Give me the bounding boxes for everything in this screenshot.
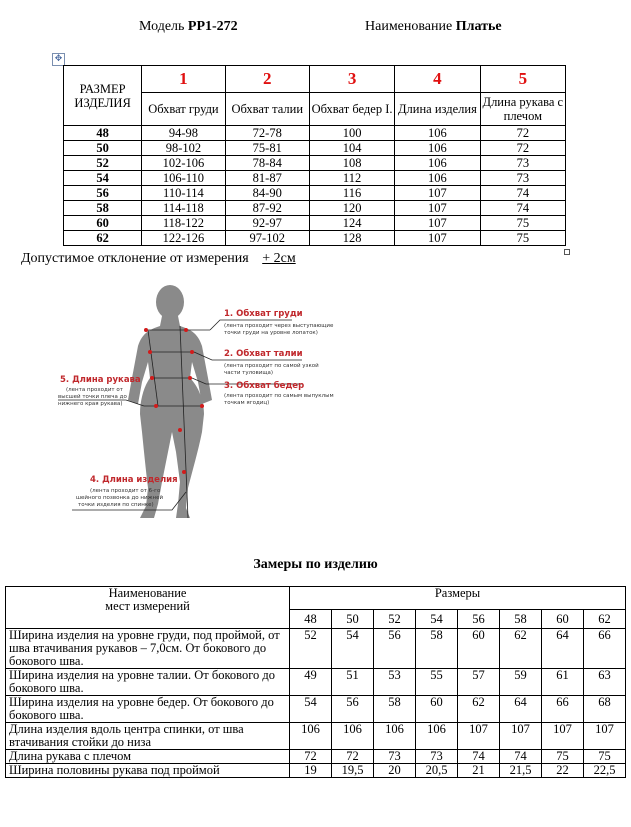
label-length-title: 4. Длина изделия [90,475,178,485]
label-chest-note1: (лента проходит через выступающие [224,323,334,329]
measurement-name: Длина рукава с плечом [6,750,290,764]
measurement-value: 58 [374,696,416,723]
measurement-value: 106 [290,723,332,750]
measurement-row [6,629,626,669]
measurement-value: 20,5 [416,764,458,778]
measurement-row [6,764,626,778]
size-column-header: 54 [416,610,458,629]
size-column-header: 60 [542,610,584,629]
measurement-value: 75 [542,750,584,764]
label-chest-note2: точки груди на уровне лопаток) [224,330,318,336]
sizes-header-cell: Размеры [290,587,626,610]
measurement-value: 73 [416,750,458,764]
measurement-cell: 122-126 [142,231,225,246]
tolerance-note [21,251,296,267]
measurement-cell: 94-98 [142,126,225,141]
measurement-cell: 84-90 [225,186,309,201]
size-row [64,126,566,141]
measurement-value: 22,5 [584,764,626,778]
size-row [64,186,566,201]
body-measurement-figure [52,282,352,544]
measurement-cell: 128 [309,231,394,246]
measurement-value: 54 [332,629,374,669]
label-sleeve-note1: (лента проходит от [66,387,123,393]
label-waist [224,348,319,376]
measurement-cell: 106-110 [142,171,225,186]
measurement-cell: 73 [480,171,565,186]
measurement-value: 57 [458,669,500,696]
measurement-value: 75 [584,750,626,764]
size-column-header: 52 [374,610,416,629]
measurement-cell: 107 [395,216,480,231]
measurement-value: 59 [500,669,542,696]
measurement-value: 72 [290,750,332,764]
measurement-value: 107 [584,723,626,750]
label-chest-title: 1. Обхват груди [224,309,303,319]
measurement-cell: 97-102 [225,231,309,246]
label-hips-note2: точкам ягодиц) [224,400,270,406]
column-label: Длина изделия [395,93,480,126]
size-chart-table [63,65,566,246]
measurement-value: 73 [374,750,416,764]
size-column-header: 58 [500,610,542,629]
measurement-cell: 104 [309,141,394,156]
measurement-value: 107 [458,723,500,750]
column-number: 3 [309,66,394,93]
measurement-value: 22 [542,764,584,778]
size-header-cell: РАЗМЕР ИЗДЕЛИЯ [64,66,142,126]
garment-measurements-table [5,586,626,778]
table-resize-handle[interactable] [564,249,570,255]
label-waist-note2: части туловища) [224,370,274,376]
measurement-row [6,696,626,723]
measurement-value: 63 [584,669,626,696]
measurement-value: 68 [584,696,626,723]
measurement-cell: 116 [309,186,394,201]
measurement-cell: 114-118 [142,201,225,216]
measurement-value: 55 [416,669,458,696]
measurement-value: 60 [458,629,500,669]
measurement-cell: 107 [395,201,480,216]
measurement-value: 64 [500,696,542,723]
measurement-value: 51 [332,669,374,696]
label-waist-note1: (лента проходит по самой узкой [224,363,319,369]
measurement-value: 21,5 [500,764,542,778]
measurement-cell: 108 [309,156,394,171]
name-header-cell [6,587,290,629]
measurement-cell: 112 [309,171,394,186]
measurement-name: Длина изделия вдоль центра спинки, от шва втачивания стойки до низа [6,723,290,750]
measurement-row [6,750,626,764]
measurement-cell: 73 [480,156,565,171]
measurement-cell: 102-106 [142,156,225,171]
measurement-value: 58 [416,629,458,669]
measurement-cell: 120 [309,201,394,216]
size-row [64,231,566,246]
column-label: Обхват бедер I. [309,93,394,126]
measurement-name: Ширина изделия на уровне талии. От бокового до бокового шва. [6,669,290,696]
label-waist-title: 2. Обхват талии [224,349,303,359]
measurement-cell: 75 [480,216,565,231]
measurement-cell: 75 [480,231,565,246]
size-cell: 50 [64,141,142,156]
label-length-note3: точки изделия по спинке) [78,502,154,508]
size-cell: 56 [64,186,142,201]
size-column-header: 50 [332,610,374,629]
measurement-value: 66 [542,696,584,723]
measure-table-title: Замеры по изделию [253,557,378,572]
label-hips-note1: (лента проходит по самым выпуклым [224,393,334,399]
label-length-note2: шейного позвонка до нижней [76,495,164,501]
measurement-row [6,723,626,750]
measurement-value: 56 [374,629,416,669]
label-hips-title: 3. Обхват бедер [224,381,305,391]
measurement-value: 72 [332,750,374,764]
measurement-value: 107 [542,723,584,750]
size-column-header: 62 [584,610,626,629]
size-cell: 62 [64,231,142,246]
measurement-row [6,669,626,696]
measurement-cell: 124 [309,216,394,231]
name-header-line1: Наименование [108,586,187,600]
label-length [76,475,178,508]
size-row [64,216,566,231]
column-label: Длина рукава с плечом [480,93,565,126]
label-length-note1: (лента проходит от 6-го [90,488,161,494]
size-cell: 48 [64,126,142,141]
measurement-value: 54 [290,696,332,723]
model-heading [139,19,238,35]
size-column-header: 56 [458,610,500,629]
measurement-value: 61 [542,669,584,696]
measurement-value: 74 [500,750,542,764]
measurement-value: 52 [290,629,332,669]
measurement-cell: 106 [395,156,480,171]
measurement-value: 64 [542,629,584,669]
measurement-value: 19 [290,764,332,778]
measurement-value: 62 [458,696,500,723]
size-row [64,156,566,171]
measurement-name: Ширина изделия на уровне груди, под проймой, от шва втачивания рукавов – 7,0см. От бокового до бокового шва. [6,629,290,669]
measurement-value: 107 [500,723,542,750]
tolerance-text: Допустимое отклонение от измерения [21,251,249,266]
label-hips [224,380,334,406]
measurement-cell: 107 [395,231,480,246]
measurement-value: 21 [458,764,500,778]
measurement-value: 106 [332,723,374,750]
label-chest [224,308,334,336]
column-label: Обхват талии [225,93,309,126]
measurement-value: 53 [374,669,416,696]
model-value: PP1-272 [187,19,238,34]
label-sleeve-note3: нижнего края рукава) [58,401,123,407]
label-sleeve-note2: высшей точки плеча до [58,394,127,400]
measurement-name: Ширина изделия на уровне бедер. От бокового до бокового шва. [6,696,290,723]
measurement-value: 106 [416,723,458,750]
column-number: 1 [142,66,225,93]
measurement-cell: 74 [480,186,565,201]
label-sleeve [58,375,141,407]
measurement-value: 19,5 [332,764,374,778]
measurement-value: 62 [500,629,542,669]
column-number: 5 [480,66,565,93]
measurement-cell: 98-102 [142,141,225,156]
size-row [64,171,566,186]
measurement-cell: 106 [395,171,480,186]
measurement-value: 49 [290,669,332,696]
measurement-cell: 106 [395,126,480,141]
measurement-cell: 106 [395,141,480,156]
measurement-cell: 81-87 [225,171,309,186]
size-cell: 52 [64,156,142,171]
label-sleeve-title: 5. Длина рукава [60,375,141,385]
size-cell: 54 [64,171,142,186]
size-row [64,141,566,156]
measurement-cell: 74 [480,201,565,216]
size-row [64,201,566,216]
measurement-cell: 75-81 [225,141,309,156]
measurement-value: 56 [332,696,374,723]
measurement-value: 20 [374,764,416,778]
product-name-label: Наименование [365,19,453,34]
column-number: 4 [395,66,480,93]
product-name-value: Платье [455,19,502,34]
measurement-cell: 100 [309,126,394,141]
measurement-cell: 118-122 [142,216,225,231]
measurement-name: Ширина половины рукава под проймой [6,764,290,778]
measurement-cell: 110-114 [142,186,225,201]
size-column-header: 48 [290,610,332,629]
column-label: Обхват груди [142,93,225,126]
size-cell: 58 [64,201,142,216]
measurement-cell: 78-84 [225,156,309,171]
product-name-heading [365,19,502,35]
measurement-cell: 107 [395,186,480,201]
table-move-handle-icon[interactable]: ✥ [52,53,65,66]
measurement-cell: 72-78 [225,126,309,141]
tolerance-value: + 2см [262,251,296,266]
name-header-line2: мест измерений [105,599,190,613]
measurement-value: 60 [416,696,458,723]
measurement-cell: 87-92 [225,201,309,216]
column-number: 2 [225,66,309,93]
model-label: Модель [139,19,185,34]
measurement-value: 106 [374,723,416,750]
measurement-cell: 72 [480,126,565,141]
size-cell: 60 [64,216,142,231]
measurement-value: 74 [458,750,500,764]
measurement-cell: 92-97 [225,216,309,231]
measurement-value: 66 [584,629,626,669]
measurement-cell: 72 [480,141,565,156]
